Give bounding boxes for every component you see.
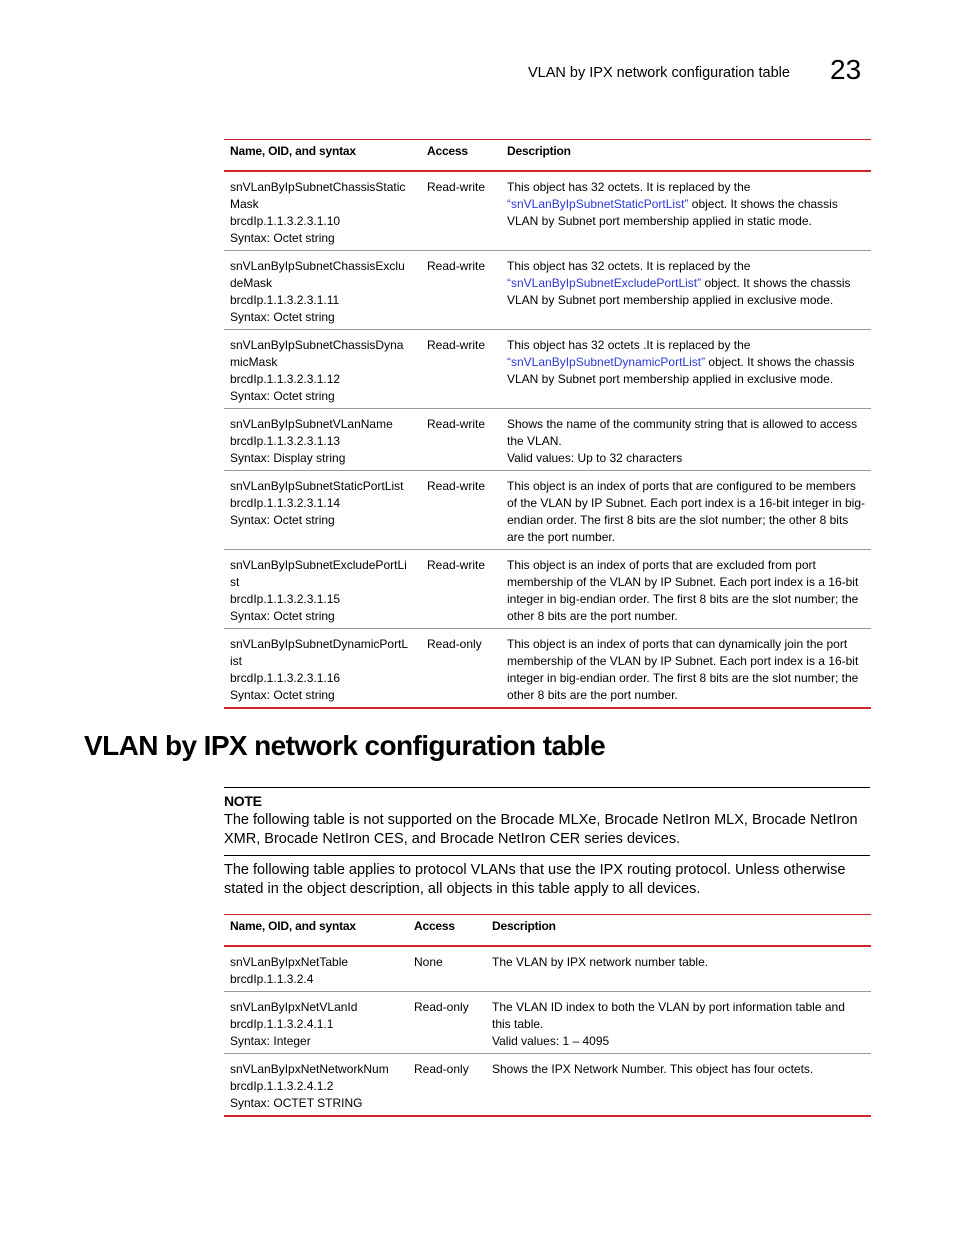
note-box: [224, 787, 870, 856]
name-oid-syntax-cell: [224, 1054, 408, 1117]
description-pre: Shows the IPX Network Number. This object has four octets.: [492, 1062, 814, 1076]
access-cell: Read-write: [427, 180, 486, 194]
column-header-description: Description: [492, 919, 556, 933]
table-row: [224, 550, 871, 629]
column-header-access: Access: [414, 919, 455, 933]
object-oid: brcdIp.1.1.3.2.4: [230, 972, 314, 986]
object-name-line: snVLanByIpSubnetChassisExclu: [230, 259, 405, 273]
valid-values: Valid values: 1 – 4095: [492, 1034, 610, 1048]
name-oid-syntax-cell: [224, 992, 408, 1054]
object-syntax: Syntax: Octet string: [230, 688, 335, 702]
access-cell: Read-only: [414, 1000, 469, 1014]
description-pre: This object has 32 octets. It is replaced by the: [507, 180, 751, 194]
name-oid-syntax-cell: [224, 409, 421, 471]
table-header-row: [224, 915, 871, 947]
description-text: [507, 416, 865, 450]
column-header-name: Name, OID, and syntax: [230, 144, 356, 158]
object-oid: brcdIp.1.1.3.2.4.1.2: [230, 1079, 334, 1093]
object-name-line: snVLanByIpxNetTable: [230, 955, 349, 969]
description-post: object. It shows the chassis VLAN by Subnet port membership applied in exclusive mode.: [507, 276, 851, 307]
object-name-line: snVLanByIpSubnetChassisDyna: [230, 338, 404, 352]
table-row: [224, 946, 871, 992]
description-pre: This object is an index of ports that can dynamically join the port membership of the VLAN by IP Subnet. Each port index is a 16-bit integer in big-endian order. The first 8 bits are the slot number; the other 8 bits are the port number.: [507, 637, 859, 702]
access-cell: Read-write: [427, 417, 486, 431]
chapter-number: 23: [830, 54, 862, 85]
description-pre: This object is an index of ports that are excluded from port membership of the VLAN by IP Subnet. Each port index is a 16-bit integer in big-endian order. The first 8 bits are the slot number; the other 8 bits are the port number.: [507, 558, 859, 623]
table-row: [224, 629, 871, 709]
object-name-line: snVLanByIpSubnetVLanName: [230, 417, 393, 431]
description-text: [492, 1061, 865, 1078]
description-pre: This object is an index of ports that are configured to be members of the VLAN by IP Subnet. Each port index is a 16-bit integer in big-endian order. The first 8 bits are the slot number; the other 8 bits are the port number.: [507, 479, 865, 544]
object-name-line: snVLanByIpSubnetExcludePortLi: [230, 558, 407, 572]
object-name-line: snVLanByIpSubnetStaticPortList: [230, 479, 404, 493]
name-oid-syntax-cell: [224, 251, 421, 330]
description-text: [507, 179, 865, 230]
object-syntax: Syntax: Octet string: [230, 389, 335, 403]
object-name-line: snVLanByIpSubnetDynamicPortL: [230, 637, 409, 651]
object-oid: brcdIp.1.1.3.2.3.1.11: [230, 293, 340, 307]
object-oid: brcdIp.1.1.3.2.3.1.12: [230, 372, 341, 386]
object-oid: brcdIp.1.1.3.2.3.1.16: [230, 671, 341, 685]
name-oid-syntax-cell: [224, 171, 421, 251]
note-label: NOTE: [224, 793, 262, 809]
ipx-oid-table: [224, 914, 871, 1117]
object-name-line: ist: [230, 654, 242, 668]
description-pre: The VLAN by IPX network number table.: [492, 955, 709, 969]
description-post: object. It shows the chassis VLAN by Subnet port membership applied in exclusive mode.: [507, 355, 855, 386]
access-cell: Read-write: [427, 338, 486, 352]
description-pre: This object has 32 octets. It is replaced by the: [507, 259, 751, 273]
name-oid-syntax-cell: [224, 946, 408, 992]
description-cell: [501, 251, 871, 330]
description-cell: [501, 471, 871, 550]
description-cell: [501, 330, 871, 409]
object-oid: brcdIp.1.1.3.2.3.1.15: [230, 592, 341, 606]
object-name-line: st: [230, 575, 240, 589]
description-pre: This object has 32 octets .It is replaced by the: [507, 338, 751, 352]
cross-reference-link: “snVLanByIpSubnetExcludePortList”: [507, 276, 702, 290]
description-cell: [501, 171, 871, 251]
access-cell: Read-write: [427, 558, 486, 572]
access-cell: Read-only: [427, 637, 482, 651]
table-row: [224, 471, 871, 550]
access-cell: Read-write: [427, 259, 486, 273]
table-row: [224, 992, 871, 1054]
description-text: [507, 337, 865, 388]
table-row: [224, 330, 871, 409]
table-row: [224, 171, 871, 251]
table-row: [224, 409, 871, 471]
object-syntax: Syntax: Octet string: [230, 609, 335, 623]
name-oid-syntax-cell: [224, 330, 421, 409]
description-cell: [501, 409, 871, 471]
object-oid: brcdIp.1.1.3.2.3.1.14: [230, 496, 341, 510]
object-oid: brcdIp.1.1.3.2.4.1.1: [230, 1017, 334, 1031]
object-syntax: Syntax: Octet string: [230, 231, 335, 245]
description-cell: [486, 992, 871, 1054]
object-name-line: Mask: [230, 197, 259, 211]
cross-reference-link: “snVLanByIpSubnetDynamicPortList”: [507, 355, 706, 369]
intro-paragraph: The following table applies to protocol VLANs that use the IPX routing protocol. Unless otherwise stated in the object description, all objects in this table apply to all devices.: [224, 862, 846, 897]
object-syntax: Syntax: Display string: [230, 451, 346, 465]
valid-values: Valid values: Up to 32 characters: [507, 451, 683, 465]
name-oid-syntax-cell: [224, 629, 421, 709]
object-syntax: Syntax: Octet string: [230, 310, 335, 324]
description-pre: Shows the name of the community string that is allowed to access the VLAN.: [507, 417, 858, 448]
access-cell: Read-write: [427, 479, 486, 493]
description-pre: The VLAN ID index to both the VLAN by port information table and this table.: [492, 1000, 845, 1031]
description-text: [507, 478, 865, 546]
description-text: [492, 999, 865, 1033]
cross-reference-link: “snVLanByIpSubnetStaticPortList”: [507, 197, 689, 211]
description-post: object. It shows the chassis VLAN by Subnet port membership applied in static mode.: [507, 197, 838, 228]
object-syntax: Syntax: Integer: [230, 1034, 311, 1048]
subnet-oid-table: [224, 139, 871, 709]
description-cell: [486, 1054, 871, 1117]
description-text: [507, 557, 865, 625]
object-name-line: snVLanByIpxNetNetworkNum: [230, 1062, 389, 1076]
running-header-title: VLAN by IPX network configuration table: [528, 65, 790, 81]
description-cell: [486, 946, 871, 992]
table-row: [224, 1054, 871, 1117]
description-text: [507, 258, 865, 309]
object-name-line: snVLanByIpxNetVLanId: [230, 1000, 358, 1014]
column-header-name: Name, OID, and syntax: [230, 919, 356, 933]
object-syntax: Syntax: OCTET STRING: [230, 1096, 363, 1110]
description-text: [507, 636, 865, 704]
column-header-access: Access: [427, 144, 468, 158]
section-heading: VLAN by IPX network configuration table: [84, 730, 606, 761]
description-text: [492, 954, 865, 971]
table-row: [224, 251, 871, 330]
object-oid: brcdIp.1.1.3.2.3.1.10: [230, 214, 341, 228]
note-text: The following table is not supported on the Brocade MLXe, Brocade NetIron MLX, Brocade NetIron XMR, Brocade NetIron CES, and Brocade NetIron CER series devices.: [224, 812, 858, 847]
name-oid-syntax-cell: [224, 471, 421, 550]
object-name-line: micMask: [230, 355, 278, 369]
description-cell: [501, 550, 871, 629]
access-cell: Read-only: [414, 1062, 469, 1076]
access-cell: None: [414, 955, 443, 969]
column-header-description: Description: [507, 144, 571, 158]
object-oid: brcdIp.1.1.3.2.3.1.13: [230, 434, 341, 448]
object-name-line: snVLanByIpSubnetChassisStatic: [230, 180, 406, 194]
name-oid-syntax-cell: [224, 550, 421, 629]
table-header-row: [224, 140, 871, 172]
object-name-line: deMask: [230, 276, 273, 290]
description-cell: [501, 629, 871, 709]
object-syntax: Syntax: Octet string: [230, 513, 335, 527]
